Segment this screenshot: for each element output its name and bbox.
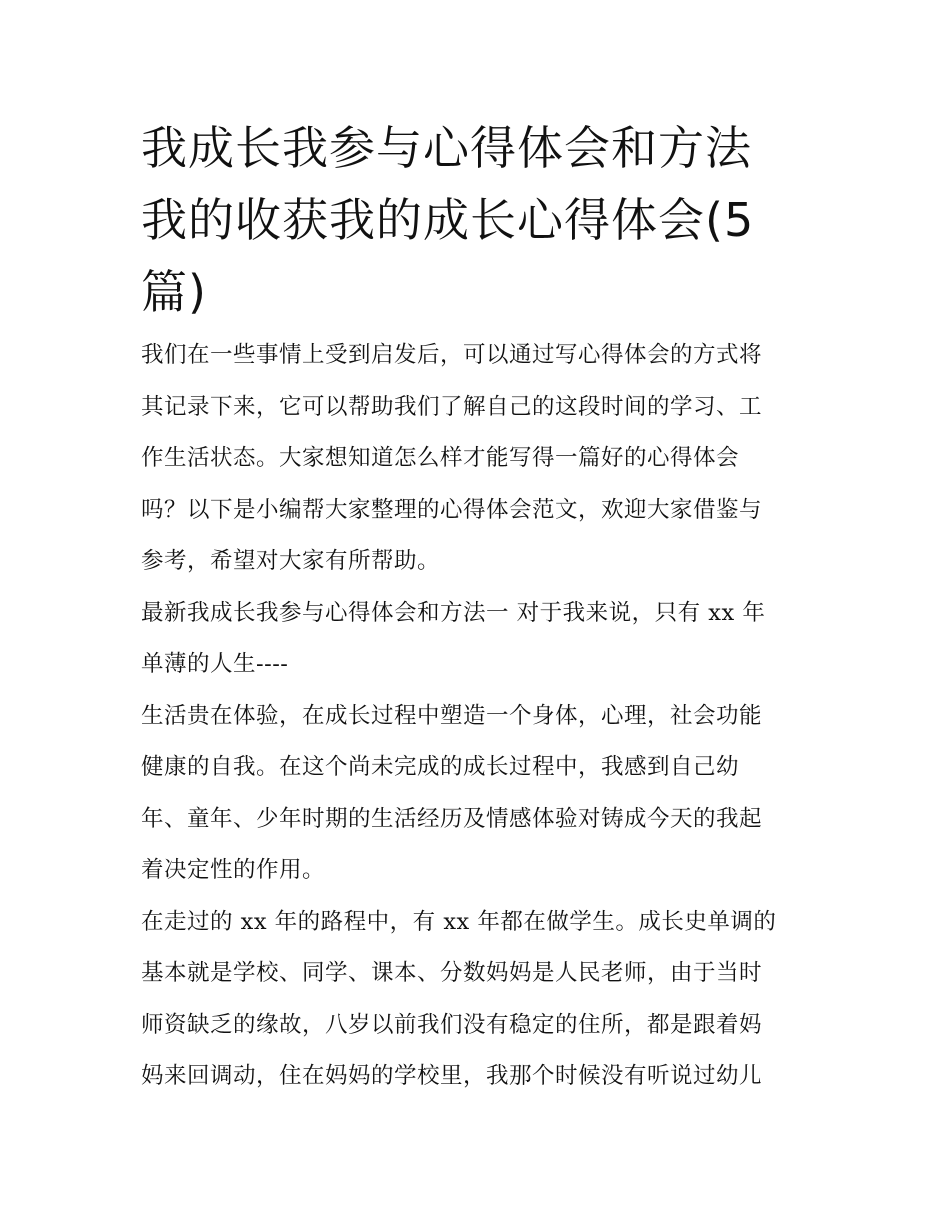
text-line: 单薄的人生---- [141,651,289,677]
text-line: 我们在一些事情上受到启发后，可以通过写心得体会的方式将 [141,342,763,368]
text-line: 基本就是学校、同学、课本、分数妈妈是人民老师，由于当时 [141,960,763,986]
document-page [141,112,816,1103]
text-line: 其记录下来，它可以帮助我们了解自己的这段时间的学习、工 [141,393,763,420]
title-line: 篇) [141,265,207,319]
text-line: 着决定性的作用。 [141,857,326,883]
document-body [141,330,816,1103]
text-line: 年、童年、少年时期的生活经历及情感体验对铸成今天的我起 [141,805,763,832]
text-line: 生活贵在体验，在成长过程中塑造一个身体，心理，社会功能 [141,702,763,729]
text-line: 吗？以下是小编帮大家整理的心得体会范文，欢迎大家借鉴与 [141,496,763,523]
text-line: 作生活状态。大家想知道怎么样才能写得一篇好的心得体会 [141,445,740,471]
text-line: 妈来回调动，住在妈妈的学校里，我那个时候没有听说过幼儿 [141,1063,763,1089]
title-line: 我成长我参与心得体会和方法 [141,121,752,175]
text-line: 在走过的 xx 年的路程中，有 xx 年都在做学生。成长史单调的 [141,908,777,935]
title-line: 我的收获我的成长心得体会(5 [141,193,755,247]
document-title [141,112,816,328]
text-line: 最新我成长我参与心得体会和方法一 对于我来说，只有 xx 年 [141,599,766,626]
text-line: 师资缺乏的缘故，八岁以前我们没有稳定的住所，都是跟着妈 [141,1011,763,1038]
text-line: 健康的自我。在这个尚未完成的成长过程中，我感到自己幼 [141,754,740,780]
text-line: 参考，希望对大家有所帮助。 [141,548,441,574]
